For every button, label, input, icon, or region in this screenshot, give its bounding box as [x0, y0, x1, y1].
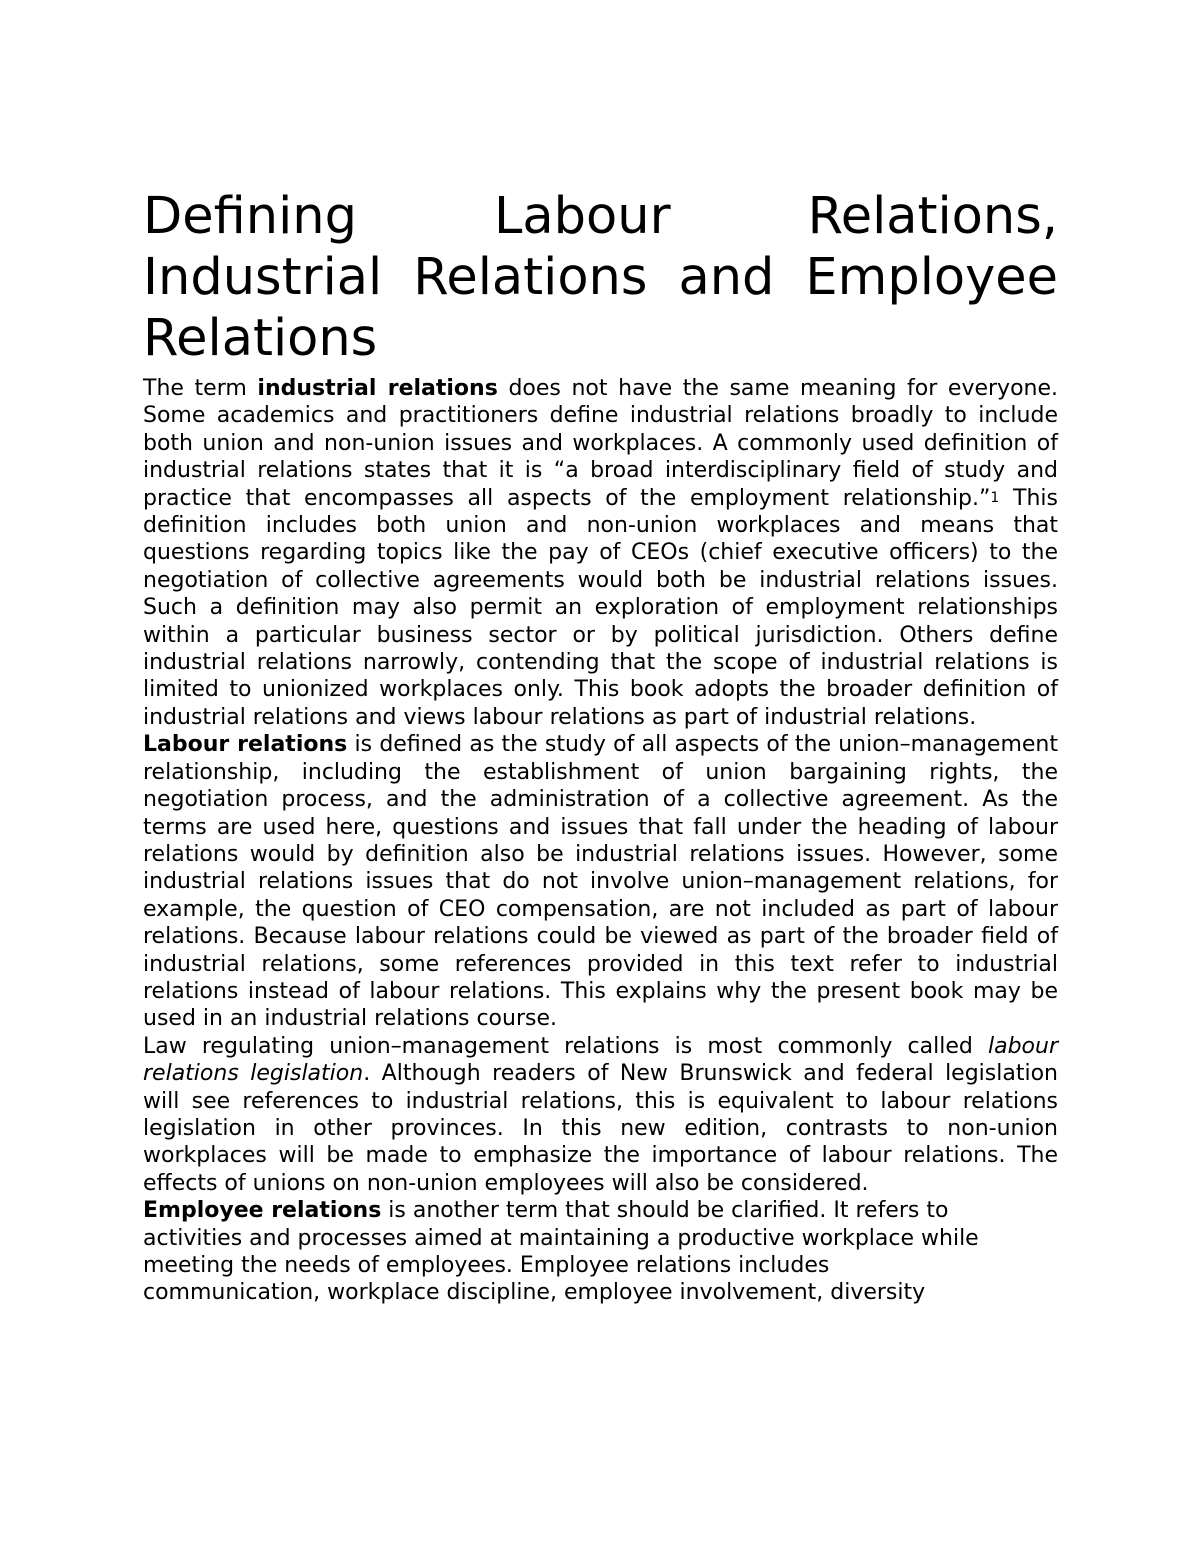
paragraph-labour-relations: [143, 731, 1058, 1032]
page-title: Defining Labour Relations, Industrial Relations and Employee Relations: [143, 187, 1058, 368]
term-industrial-relations: industrial relations: [257, 376, 498, 401]
p1-text-a: does not have the same meaning for everyone. Some academics and practitioners define industrial relations broadly to include both union and non-union issues and workplaces. A commonly used definition of industrial relations states that it is “a broad interdisciplinary field of study and practice that encompasses all aspects of the employment relationship.”: [143, 376, 1059, 511]
p3-text: . Although readers of New Brunswick and federal legislation will see references to industrial relations, this is equivalent to labour relations legislation in other provinces. In this new edition, contrasts to non-union workplaces will be made to emphasize the importance of labour relations. The effects of unions on non-union employees will also be considered.: [143, 1061, 1058, 1196]
footnote-marker: 1: [990, 489, 1000, 506]
paragraph-employee-relations: [143, 1197, 1058, 1307]
p4-line2: activities and processes aimed at maintaining a productive workplace while: [143, 1225, 979, 1251]
term-labour-relations: Labour relations: [143, 732, 348, 758]
p4-line1: is another term that should be clarified. It refers to: [381, 1198, 949, 1224]
document-page: [143, 186, 1058, 1307]
term-labour-relations-legislation: labour relations legislation: [143, 1033, 1058, 1087]
p2-text: is defined as the study of all aspects of the union–management relationship, including the establishment of union bargaining rights, the negotiation process, and the administration of a collective agreement. As the terms are used here, questions and issues that fall under the heading of labour relations would by definition also be industrial relations issues. However, some industrial relations issues that do not involve union–management relations, for example, the question of CEO compensation, are not included as part of labour relations. Because labour relations could be viewed as part of the broader field of industrial relations, some references provided in this text refer to industrial relations instead of labour relations. This explains why the present book may be used in an industrial relations course.: [143, 732, 1058, 1032]
term-employee-relations: Employee relations: [143, 1198, 382, 1224]
p1-intro: The term: [143, 376, 258, 401]
p4-line3: meeting the needs of employees. Employee relations includes: [143, 1253, 830, 1278]
p4-line4: communication, workplace discipline, employee involvement, diversity: [143, 1280, 926, 1306]
paragraph-labour-relations-legislation: [143, 1033, 1058, 1197]
paragraph-industrial-relations: [143, 375, 1058, 731]
p1-text-b: This definition includes both union and non-union workplaces and means that questions regarding topics like the pay of CEOs (chief executive officers) to the negotiation of collective agreements would both be industrial relations issues. Such a definition may also permit an exploration of employment relationships within a particular business sector or by political jurisdiction. Others define industrial relations narrowly, contending that the scope of industrial relations is limited to unionized workplaces only. This book adopts the broader definition of industrial relations and views labour relations as part of industrial relations.: [143, 485, 1058, 730]
p3-intro: Law regulating union–management relations is most commonly called: [143, 1033, 988, 1059]
